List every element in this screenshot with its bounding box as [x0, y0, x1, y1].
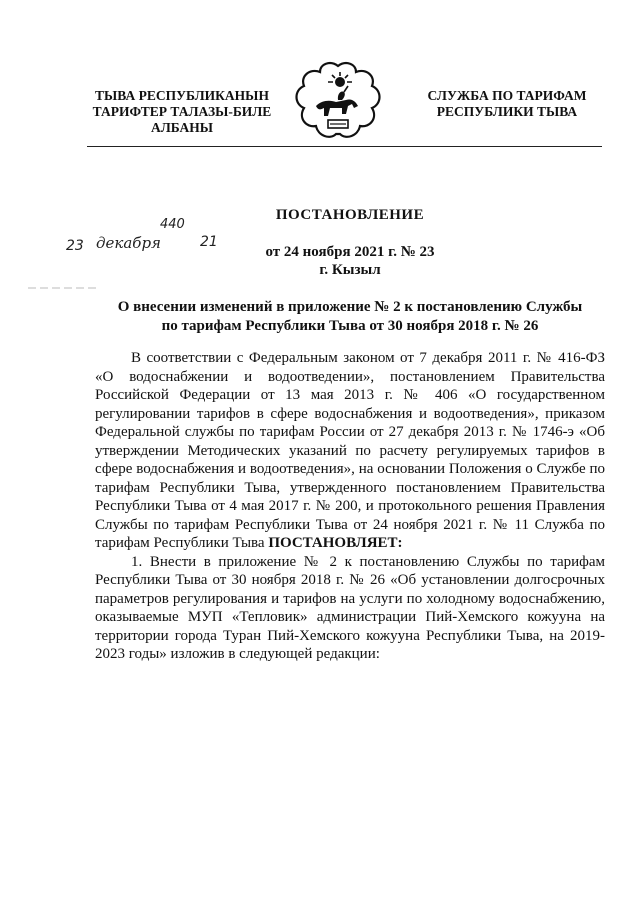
decree-word: ПОСТАНОВЛЯЕТ:	[268, 535, 403, 551]
document-title: ПОСТАНОВЛЕНИЕ	[275, 207, 425, 223]
tuva-coat-of-arms-icon	[294, 60, 382, 144]
header-right-line-2: РЕСПУБЛИКИ ТЫВА	[436, 104, 578, 119]
header-left-line-2: ТАРИФТЕР ТАЛАЗЫ-БИЛЕ	[92, 104, 272, 119]
handwritten-month: декабря	[96, 234, 161, 252]
header-divider	[87, 146, 602, 147]
body-paragraph-1	[95, 349, 605, 553]
handwritten-day: 23	[66, 238, 84, 254]
document-city: г. Кызыл	[319, 262, 381, 278]
header-left-line-1: ТЫВА РЕСПУБЛИКАНЫН	[95, 88, 269, 103]
subject-line-2: по тарифам Республики Тыва от 30 ноября 2018 г. № 26	[161, 318, 539, 334]
handwritten-year: 21	[200, 234, 218, 250]
document-subject	[95, 298, 605, 336]
header-left-line-3: АЛБАНЫ	[150, 120, 214, 135]
handwritten-number: 440	[160, 217, 185, 232]
header-right-org-name-russian	[412, 88, 602, 120]
body-paragraph-2: 1. Внести в приложение № 2 к постановлению Службы по тарифам Республики Тыва от 30 ноября 2018 г. № 26 «Об установлении долгосрочных параметров регулирования и тарифов на услуги по холодному водоснабжению, оказываемые МУП «Тепловик» администрации Пий-Хемского кожууна на территории города Туран Пий-Хемского кожууна Республики Тыва, на 2019-2023 годы» изложив в следующей редакции:	[95, 553, 605, 662]
header-left-org-name-tuvan	[82, 88, 282, 136]
scan-dash-marks	[28, 286, 98, 290]
document-date-number: от 24 ноября 2021 г. № 23	[265, 244, 435, 260]
paragraph-1-text: В соответствии с Федеральным законом от 7 декабря 2011 г. № 416-ФЗ «О водоснабжении и водоотведении», постановлением Правительства Российской Федерации от 13 мая 2013 г. № 406 «О государственном регулировании тарифов в сфере водоснабжения и водоотведения», приказом Федеральной службы по тарифам России от 27 декабря 2013 г. № 1746-э «Об утверждении Методических указаний по расчету регулируемых тарифов в сфере водоснабжения и водоотведения», на основании Положения о Службе по тарифам Республики Тыва, утвержденного постановлением Правительства Республики Тыва от 4 мая 2017 г. № 200, и протокольного решения Правления Службы по тарифам Республики Тыва от 24 ноября 2021 г. № 11 Служба по тарифам Республики Тыва	[95, 350, 605, 551]
header-right-line-1: СЛУЖБА ПО ТАРИФАМ	[427, 88, 587, 103]
document-body	[95, 349, 605, 664]
subject-line-1: О внесении изменений в приложение № 2 к постановлению Службы	[117, 299, 583, 315]
